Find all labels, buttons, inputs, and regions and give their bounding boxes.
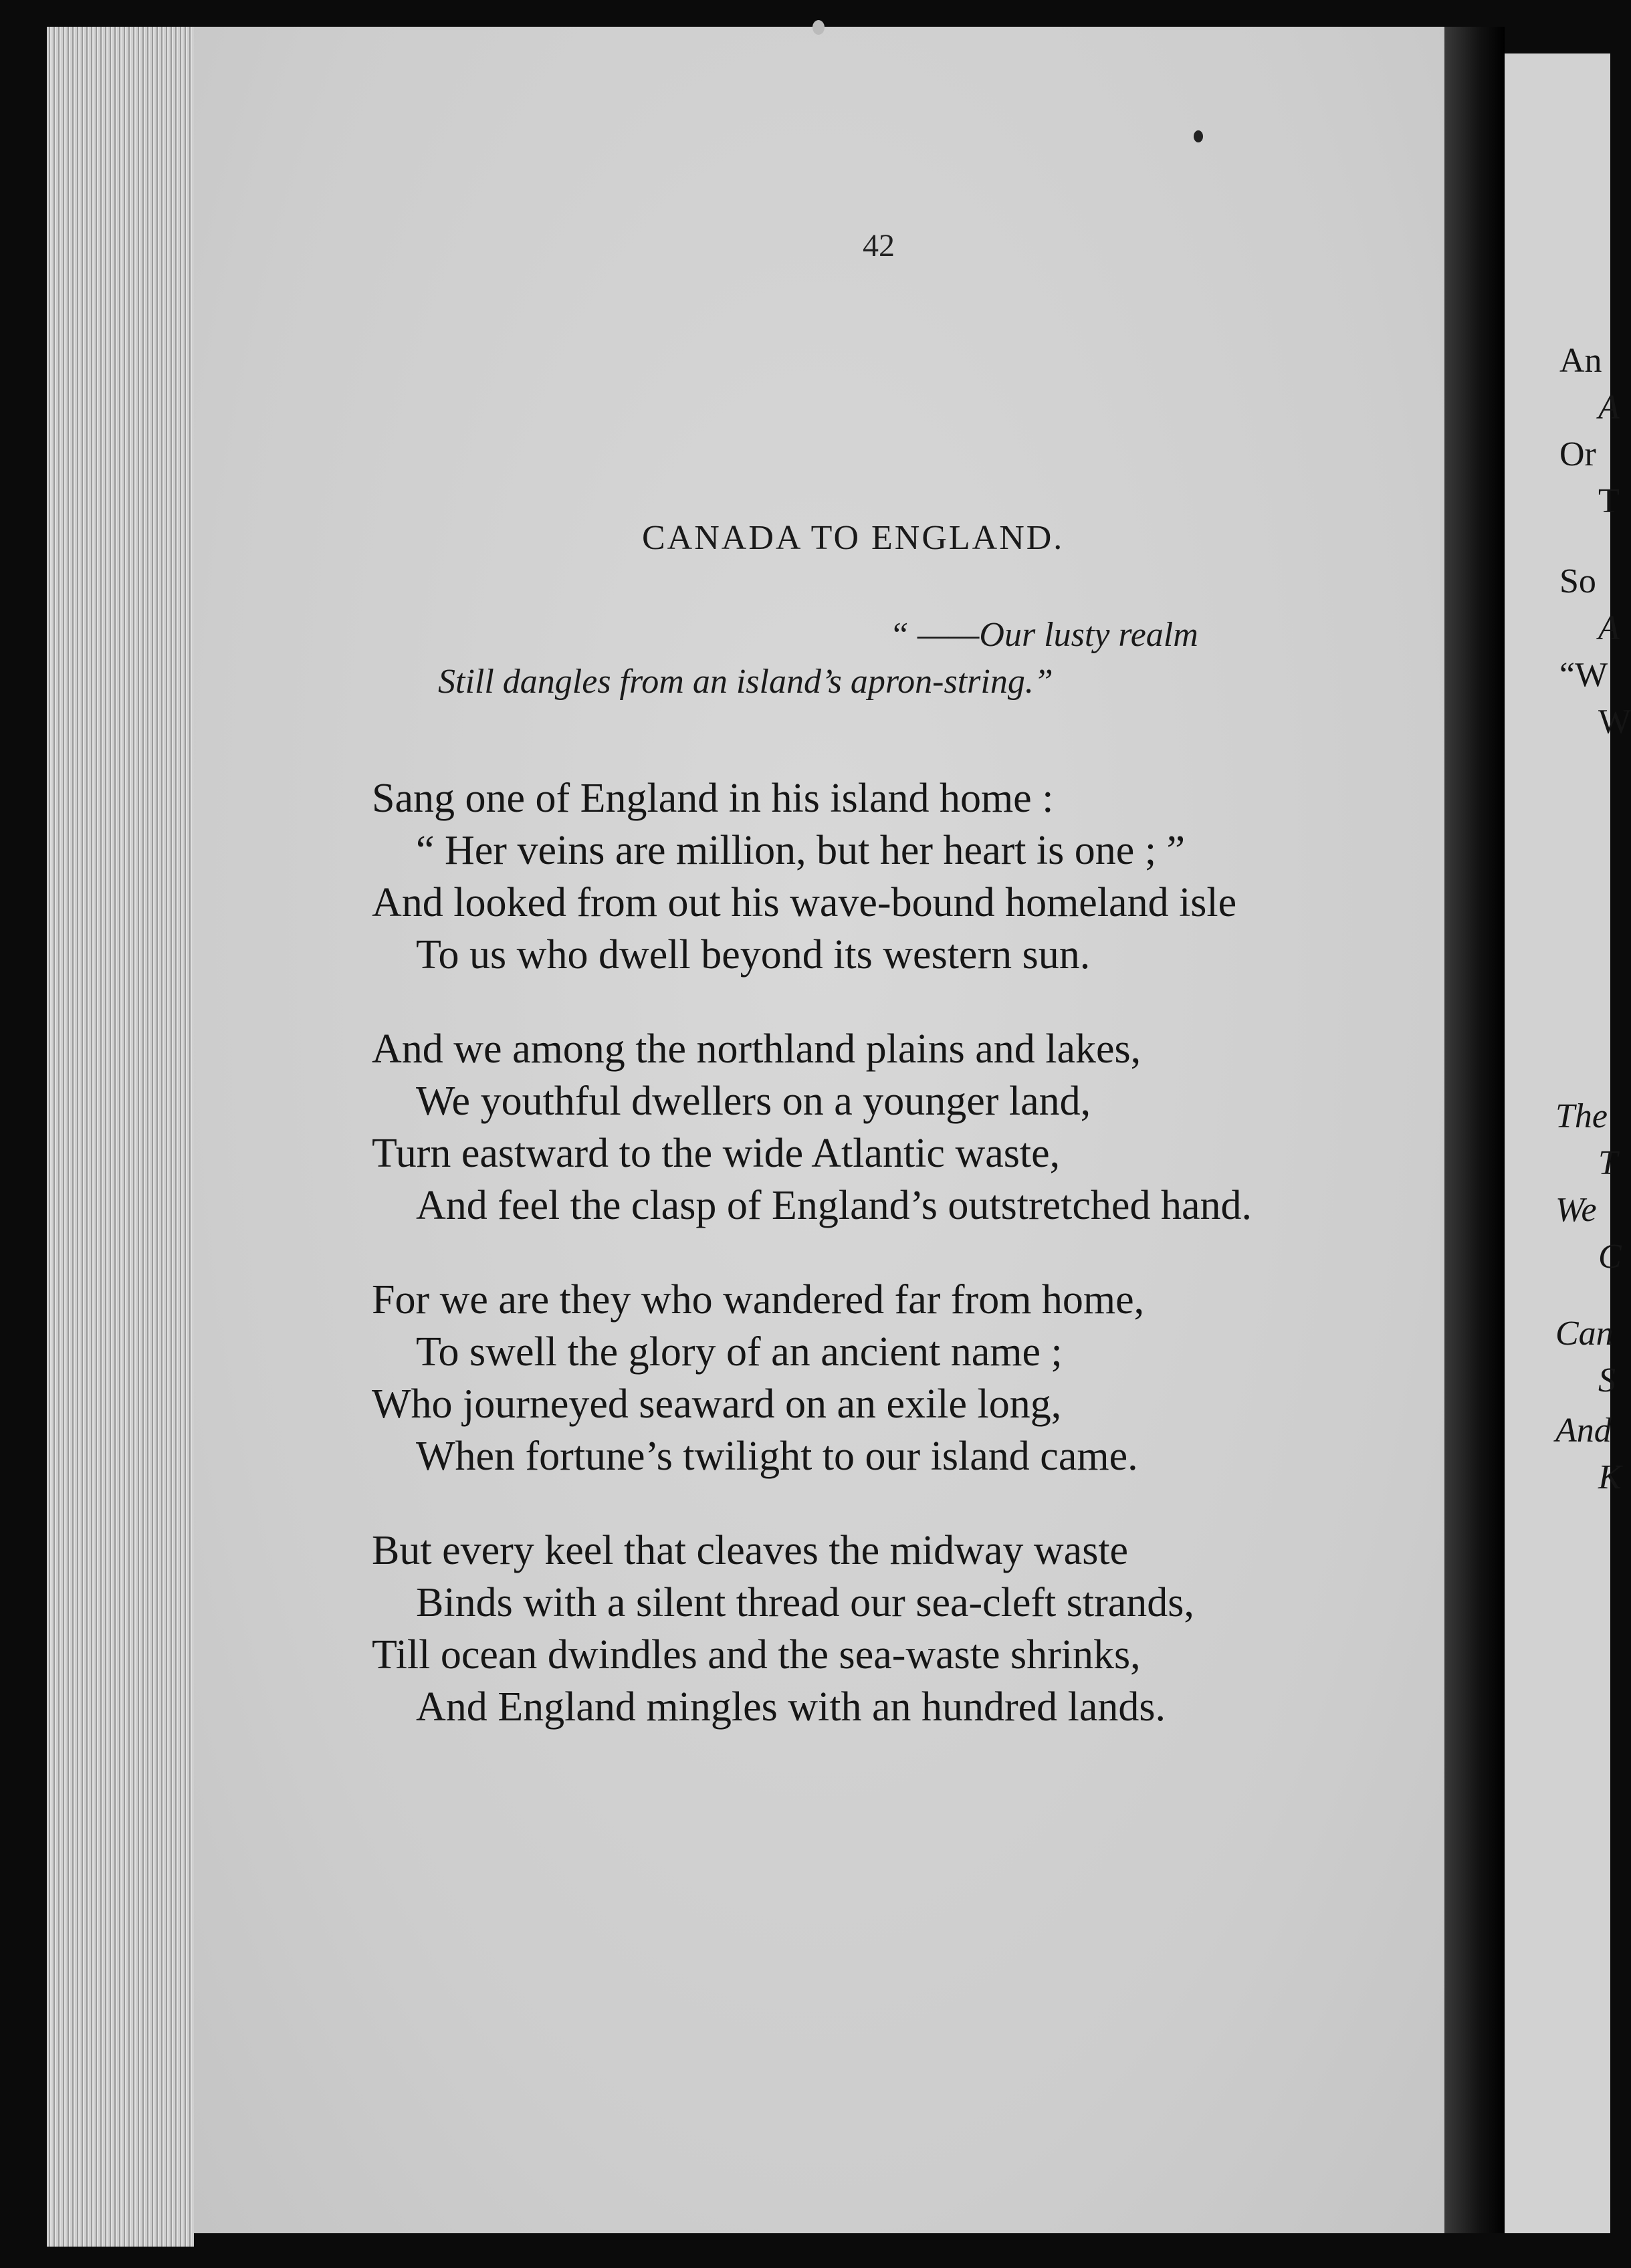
facing-page-text: K	[1598, 1458, 1622, 1496]
epigraph-line-2: Still dangles from an island’s apron-string.”	[438, 663, 1053, 701]
ink-speck	[812, 20, 825, 35]
facing-page-text: S	[1598, 1361, 1616, 1399]
poem-line: To swell the glory of an ancient name ;	[416, 1329, 1063, 1375]
facing-page-text: The	[1555, 1097, 1608, 1135]
facing-page-text: T	[1598, 482, 1620, 520]
poem-line: We youthful dwellers on a younger land,	[416, 1079, 1091, 1124]
poem-line: Sang one of England in his island home :	[372, 776, 1054, 821]
facing-page-text: A	[1598, 388, 1620, 427]
poem-line: And feel the clasp of England’s outstretched hand.	[416, 1183, 1252, 1228]
stanza-2	[372, 1023, 1252, 1232]
stanza-4	[372, 1524, 1194, 1733]
facing-page-text: “W	[1559, 656, 1608, 694]
poem-title: CANADA TO ENGLAND.	[642, 519, 1065, 557]
facing-page-fragment	[1505, 53, 1631, 2233]
facing-page-text: W	[1598, 703, 1631, 741]
poem-line: And we among the northland plains and lakes,	[372, 1026, 1141, 1072]
facing-page-text: We	[1555, 1191, 1597, 1229]
facing-page-text: An	[1559, 342, 1602, 380]
facing-page-text: A	[1598, 609, 1620, 647]
poem-line: Who journeyed seaward on an exile long,	[372, 1381, 1062, 1427]
ink-speck	[1194, 130, 1203, 142]
poem-line: And England mingles with an hundred lands.	[416, 1684, 1166, 1730]
poem-line: But every keel that cleaves the midway waste	[372, 1528, 1129, 1573]
poem-line: “ Her veins are million, but her heart is one ; ”	[416, 828, 1186, 873]
book-gutter	[1444, 27, 1505, 2233]
facing-page-text: So	[1559, 562, 1596, 600]
epigraph-line-1: “ ——Our lusty realm	[889, 616, 1198, 654]
facing-page-text: C	[1598, 1238, 1622, 1276]
poem-line: Turn eastward to the wide Atlantic waste,	[372, 1131, 1061, 1176]
stanza-3	[372, 1274, 1144, 1482]
facing-page-text: Or	[1559, 435, 1596, 473]
poem-line: For we are they who wandered far from home,	[372, 1277, 1145, 1323]
poem-line: To us who dwell beyond its western sun.	[416, 932, 1091, 978]
book-page-edges	[47, 27, 194, 2247]
facing-page-text: And	[1555, 1411, 1612, 1450]
facing-page-text: T	[1598, 1144, 1618, 1182]
poem-line: Binds with a silent thread our sea-cleft strands,	[416, 1580, 1194, 1625]
poem-line: And looked from out his wave-bound homeland isle	[372, 880, 1237, 925]
poem-line: When fortune’s twilight to our island came.	[416, 1434, 1138, 1479]
poem-line: Till ocean dwindles and the sea-waste shrinks,	[372, 1632, 1141, 1678]
facing-page-text: Can	[1555, 1315, 1614, 1353]
page-number: 42	[863, 228, 895, 263]
stanza-1	[372, 772, 1236, 981]
